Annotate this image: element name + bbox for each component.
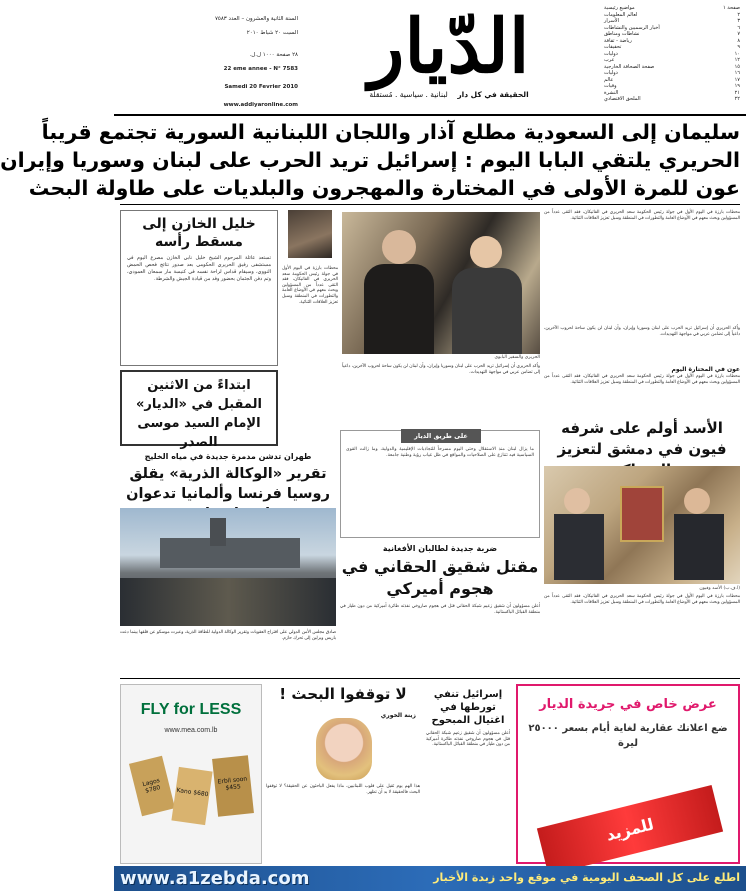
index-page: ٩ [737, 44, 740, 50]
center-story-body: وأكد الحريري أن إسرائيل تريد الحرب على لبنان وسوريا وإيران، وأن لبنان لن يكون ساحة لحروب الآخرين، داعياً إلى تضامن عربي في مواجهة التهديدات. [342, 364, 540, 375]
website-link[interactable]: www.addiyaronline.com [223, 102, 298, 108]
index-label: وفيات [604, 83, 617, 89]
price: ٢٨ صفحة ١٠٠٠ ل.ل. [249, 52, 298, 58]
painting [620, 486, 664, 542]
index-label: الأسرار [604, 18, 619, 24]
index-label: مواضيع رئيسية [604, 5, 635, 11]
gulf-title[interactable]: تقرير «الوكالة الذرية» يقلق روسيا فرنسا وألمانيا تدعوان [126, 466, 330, 502]
mea-tag-1: Lagos $780 [129, 756, 175, 817]
index-label: لعالم المعلومات [604, 11, 638, 18]
assad-caption: (ا.ف.ب) الأسد وفيون [699, 586, 740, 591]
small-portrait [288, 210, 332, 258]
mea-title: FLY for LESS [140, 701, 242, 718]
assad-fillon-photo [544, 466, 740, 584]
stop-author: زينة الخوري [380, 712, 416, 719]
assad-title[interactable]: الأسد أولم على شرفه فيون في دمشق لتعزيز [557, 419, 727, 458]
footer-site-link[interactable]: www.a1zebda.com [120, 868, 310, 889]
index-label: الملحق الاقتصادي [604, 96, 641, 102]
index-page: ٣ [737, 18, 740, 24]
index-label: أخبار الرسميين والنشاطات [604, 24, 660, 31]
mea-tag-2: Kano $680 [171, 767, 212, 825]
masthead [114, 0, 746, 116]
main-story-body: محطات بارزة في اليوم الأول في جولة رئيس الحكومة سعد الحريري في الفاتيكان، فقد التقى عدداً من المسؤولين وبحث معهم في الأوضاع العامة والتطورات في المنطقة وسبل تعزيز العلاقات الثنائية. [544, 210, 740, 221]
index-label: عرب [604, 57, 615, 63]
khazen-body: تستعد عائلة المرحوم الشيخ خليل نابي الخازن مصرع اليوم في مستشفى رفيق الحريري الحكومي بعد صدور نتائج فحص الحمض النووي، وسيقام قداس لراحة نفسه في كنيسة مار سمعان العمودي، وتم دفن الجثمان بحضور وفد من قيادة الجيش والشرطة. [127, 255, 271, 282]
crowd [120, 578, 336, 626]
footer-promo[interactable]: اطلع على كل الصحف اليومية في موقع واحد زبدة الأخبار [433, 871, 740, 884]
index-page: ١٧ [734, 76, 740, 83]
diyar-ad[interactable] [516, 684, 740, 864]
figure-head-b [684, 488, 710, 514]
israel-title[interactable]: إسرائيل تنفي تورطها في اغتيال المبحوح [431, 689, 505, 726]
editorial-box [340, 430, 540, 538]
headline-divider [120, 204, 740, 205]
index-item[interactable] [604, 96, 740, 103]
figure-head-right [470, 236, 502, 268]
israel-block [424, 684, 512, 864]
figure-body-b [674, 514, 724, 580]
logo-text: الدّيار [368, 4, 530, 90]
warship-photo [120, 508, 336, 626]
section-divider [120, 678, 740, 679]
stop-search-block [266, 684, 420, 864]
index-page: ٧ [737, 31, 740, 37]
slogan-main: لبنانية . سياسية . مُستقلة [369, 90, 448, 99]
figure-body-left [364, 264, 434, 354]
figure-body-right [452, 268, 522, 354]
index-label: النشرة [604, 89, 619, 96]
index-label: دوليات [604, 70, 618, 76]
mea-ad[interactable] [120, 684, 262, 864]
index-label: صفحة الصحافة الخارجية [604, 63, 655, 70]
main-story-body-2: وأكد الحريري أن إسرائيل تريد الحرب على لبنان وسوريا وإيران، وأن لبنان لن يكون ساحة لحروب الآخرين، داعياً إلى تضامن عربي في مواجهة التهديدات. [544, 326, 740, 337]
index-page: ١٩ [734, 83, 740, 89]
figure-head-left [382, 230, 416, 264]
index-page: ١٢ [734, 57, 740, 63]
index-label: تحقيقات [604, 44, 622, 50]
stop-title[interactable]: لا توقفوا البحث ! [279, 685, 407, 703]
diyar-ad-badge: للمزيد [537, 785, 723, 875]
diyar-ad-body: ضع اعلانك عقارية لغاية أيام بسعر ٢٥٠٠٠ ليرة [528, 723, 728, 749]
index-list [604, 5, 740, 103]
stop-body: هذا الهم يوم ثقيل على قلوب اللبنانيين، ماذا يفعل الباحثون عن الحقيقة؟ لا توقفوا البحث فالحقيقة لا بد أن تظهر. [266, 784, 420, 795]
index-label: دوليات [604, 50, 618, 57]
year-issue: السنة الثانية والعشرون – العدد ٧٥٨٣ [214, 16, 298, 22]
masthead-info [114, 0, 304, 116]
mea-url: www.mea.com.lb [164, 727, 218, 734]
index-page: ٢٢ [734, 96, 740, 102]
aoun-kicker[interactable]: عون في المختارة اليوم [671, 366, 740, 373]
index-label: عالم [604, 76, 614, 83]
committee-column [282, 212, 338, 428]
index-page: ٦ [737, 24, 740, 31]
index-page: ٨ [737, 37, 740, 44]
editorial-body: ما يزال لبنان منذ الاستقلال وحتى اليوم مسرحاً للتجاذبات الإقليمية والدولية، وما زالت القوى السياسية فيه تتنازع على الصلاحيات والمواقع في ظل غياب رؤية وطنية جامعة. [346, 447, 534, 458]
index-page: ٢١ [734, 89, 740, 96]
author-photo [316, 718, 372, 780]
editorial-label: على طريق الديار [401, 429, 481, 443]
committee-body: محطات بارزة في اليوم الأول في جولة رئيس الحكومة سعد الحريري في الفاتيكان، فقد التقى عدداً من المسؤولين وبحث معهم في الأوضاع العامة والتطورات في المنطقة وسبل تعزيز العلاقات الثنائية. [282, 266, 338, 305]
headline-main-3[interactable]: عون للمرة الأولى في المختارة والمهجرون والبلديات على طاولة البحث [28, 176, 740, 200]
page-index [598, 0, 746, 116]
khazen-box [120, 210, 278, 366]
index-page: ٢ [737, 11, 740, 18]
gulf-kicker[interactable]: طهران تدشن مدمرة جديدة في مياه الخليج [144, 452, 312, 461]
figure-body-a [554, 514, 604, 580]
slogan-sub: الحقيقة في كل دار [457, 90, 529, 99]
israel-body: أعلن مسؤولون أن شقيق زعيم شبكة الحقاني قتل في هجوم صاروخي نفذته طائرة أميركية من دون طيار في منطقة القبائل الباكستانية. [426, 731, 510, 748]
diyar-ad-title: عرض خاص في جريدة الديار [539, 697, 717, 712]
figure-head-a [564, 488, 590, 514]
assad-body: محطات بارزة في اليوم الأول في جولة رئيس الحكومة سعد الحريري في الفاتيكان، فقد التقى عدداً من المسؤولين وبحث معهم في الأوضاع العامة والتطورات في المنطقة وسبل تعزيز العلاقات الثنائية. [544, 594, 740, 605]
index-page: ١٦ [734, 70, 740, 76]
headline-main-2[interactable]: الحريري يلتقي البابا اليوم : إسرائيل تريد الحرب على لبنان وسوريا وإيران [0, 148, 740, 172]
center-story-block [342, 364, 540, 428]
headline-main-1[interactable]: سليمان إلى السعودية مطلع آذار واللجان اللبنانية السورية تجتمع قريباً [41, 120, 740, 144]
slogan [334, 90, 564, 99]
afghan-kicker[interactable]: ضربة جديدة لطالبان الأفغانية [382, 544, 498, 553]
khazen-title[interactable]: خليل الخازن إلى مسقط رأسه [142, 216, 256, 250]
photo1-caption: الحريري والسفير البابوي [494, 355, 540, 360]
mea-tag-3: Erbil soon $455 [212, 755, 254, 816]
afghan-body: أعلن مسؤولون أن شقيق زعيم شبكة الحقاني قتل في هجوم صاروخي نفذته طائرة أميركية من دون طيار في منطقة القبائل الباكستانية. [340, 604, 540, 615]
date-fr: Samedi 20 Fevrier 2010 [224, 84, 298, 90]
newspaper-logo [334, 6, 564, 88]
index-page: ١٥ [734, 63, 740, 70]
ship-mast [210, 518, 226, 546]
index-label: رياضة - ثقافة [604, 37, 632, 44]
sadr-box[interactable] [120, 370, 278, 450]
sadr-title: ابتداءً من الاثنين المقبل في «الديار» الإمام السيد موسى الصدر [136, 378, 262, 450]
index-page: صفحة ١ [723, 5, 740, 11]
date-ar: السبت ٢٠ شباط ٢٠١٠ [246, 30, 298, 36]
index-label: نشاطات ومناطق [604, 31, 640, 37]
aoun-story-body: محطات بارزة في اليوم الأول في جولة رئيس الحكومة سعد الحريري في الفاتيكان، فقد التقى عدداً من المسؤولين وبحث معهم في الأوضاع العامة والتطورات في المنطقة وسبل تعزيز العلاقات الثنائية. [544, 374, 740, 385]
issue-fr: 22 eme annee - N° 7583 [223, 66, 298, 72]
gulf-body: صادق مجلس الأمن الدولي على اقتراح العقوبات وتقرير الوكالة الدولية للطاقة الذرية، وعبرت موسكو عن قلقها بينما دعت باريس وبرلين إلى تحرك حازم. [120, 630, 336, 641]
hariri-vatican-photo [342, 212, 540, 354]
ship-hull [160, 538, 300, 568]
afghan-title[interactable]: مقتل شقيق الحقاني في هجوم أميركي [341, 557, 539, 598]
index-page: ١٠ [734, 50, 740, 57]
